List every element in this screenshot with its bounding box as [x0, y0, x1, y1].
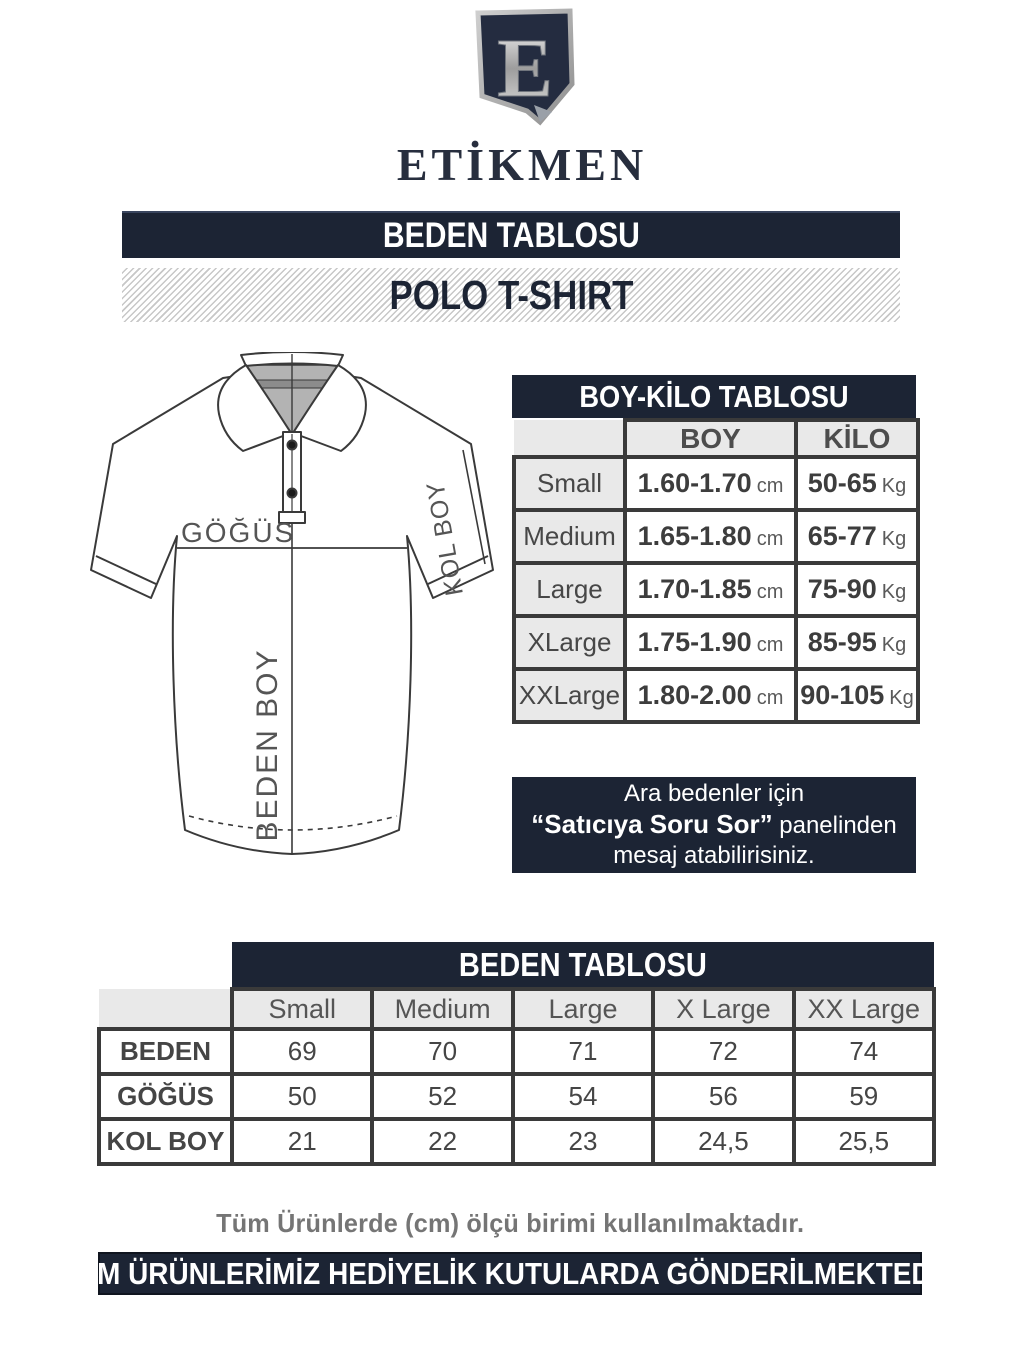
value-cell: 59	[794, 1074, 934, 1119]
empty-corner-cell	[99, 942, 232, 989]
value-cell: 52	[372, 1074, 512, 1119]
polo-shirt-diagram	[85, 352, 505, 882]
height-cell: 1.70-1.85 cm	[625, 563, 796, 616]
table-row	[514, 510, 918, 563]
col-header-xlarge: X Large	[653, 989, 793, 1029]
size-name-cell: Large	[514, 563, 625, 616]
value-cell: 25,5	[794, 1119, 934, 1164]
chest-measure-label: GÖĞÜS	[181, 517, 296, 548]
row-label: KOL BOY	[99, 1119, 232, 1164]
empty-corner-cell	[99, 989, 232, 1029]
value-cell: 56	[653, 1074, 793, 1119]
height-weight-table-title: BOY-KİLO TABLOSU	[579, 378, 849, 414]
col-header-height: BOY	[625, 420, 796, 457]
table-row	[99, 1029, 934, 1074]
table-row	[514, 563, 918, 616]
note-line-2: “Satıcıya Soru Sor” panelinden	[531, 809, 897, 839]
measurements-table-title: BEDEN TABLOSU	[459, 945, 707, 983]
height-weight-table	[512, 375, 916, 724]
size-name-cell: Medium	[514, 510, 625, 563]
value-cell: 69	[232, 1029, 372, 1074]
logo-letter: E	[496, 22, 554, 115]
col-header-large: Large	[513, 989, 653, 1029]
measurements-table	[97, 942, 936, 1166]
height-weight-table-title-bar	[512, 375, 916, 418]
col-header-xxlarge: XX Large	[794, 989, 934, 1029]
size-table-banner	[122, 211, 900, 258]
product-type-label: POLO T-SHIRT	[389, 271, 633, 318]
size-name-cell: Small	[514, 457, 625, 510]
value-cell: 74	[794, 1029, 934, 1074]
size-name-cell: XLarge	[514, 616, 625, 669]
value-cell: 71	[513, 1029, 653, 1074]
value-cell: 72	[653, 1029, 793, 1074]
measurements-header-row	[99, 989, 934, 1029]
table-row	[99, 1074, 934, 1119]
value-cell: 70	[372, 1029, 512, 1074]
height-cell: 1.75-1.90 cm	[625, 616, 796, 669]
note-line-1: Ara bedenler için	[623, 780, 805, 807]
table-row	[514, 616, 918, 669]
row-label: GÖĞÜS	[99, 1074, 232, 1119]
body-length-label: BEDEN BOY	[251, 648, 284, 842]
col-header-medium: Medium	[372, 989, 512, 1029]
row-label: BEDEN	[99, 1029, 232, 1074]
gift-box-banner	[60, 1252, 960, 1295]
value-cell: 21	[232, 1119, 372, 1164]
height-weight-header-row	[514, 420, 918, 457]
height-cell: 1.65-1.80 cm	[625, 510, 796, 563]
size-table-banner-label: BEDEN TABLOSU	[382, 215, 640, 255]
value-cell: 24,5	[653, 1119, 793, 1164]
table-row	[99, 1119, 934, 1164]
sleeve-length-label: KOL BOY	[421, 478, 469, 598]
gift-box-banner-label: TÜM ÜRÜNLERİMİZ HEDİYELİK KUTULARDA GÖNDERİLMEKTEDİR	[60, 1255, 960, 1291]
weight-cell: 85-95 Kg	[796, 616, 918, 669]
measurements-title-row	[99, 942, 934, 989]
intermediate-size-note	[512, 777, 916, 873]
value-cell: 22	[372, 1119, 512, 1164]
col-header-weight: KİLO	[796, 420, 918, 457]
weight-cell: 50-65 Kg	[796, 457, 918, 510]
weight-cell: 65-77 Kg	[796, 510, 918, 563]
value-cell: 23	[513, 1119, 653, 1164]
product-type-banner	[122, 268, 900, 322]
value-cell: 50	[232, 1074, 372, 1119]
note-line-3: mesaj atabilirisiniz.	[613, 842, 815, 869]
measurements-table-title-bar	[232, 942, 934, 989]
size-name-cell: XXLarge	[514, 669, 625, 722]
value-cell: 54	[513, 1074, 653, 1119]
weight-cell: 90-105 Kg	[796, 669, 918, 722]
height-cell: 1.60-1.70 cm	[625, 457, 796, 510]
empty-corner-cell	[514, 420, 625, 457]
brand-logo-shield-icon	[470, 8, 578, 134]
unit-footnote: Tüm Ürünlerde (cm) ölçü birimi kullanılmaktadır.	[215, 1208, 805, 1238]
table-row	[514, 669, 918, 722]
col-header-small: Small	[232, 989, 372, 1029]
table-row	[514, 457, 918, 510]
height-cell: 1.80-2.00 cm	[625, 669, 796, 722]
brand-name: ETİKMEN	[396, 139, 648, 190]
weight-cell: 75-90 Kg	[796, 563, 918, 616]
